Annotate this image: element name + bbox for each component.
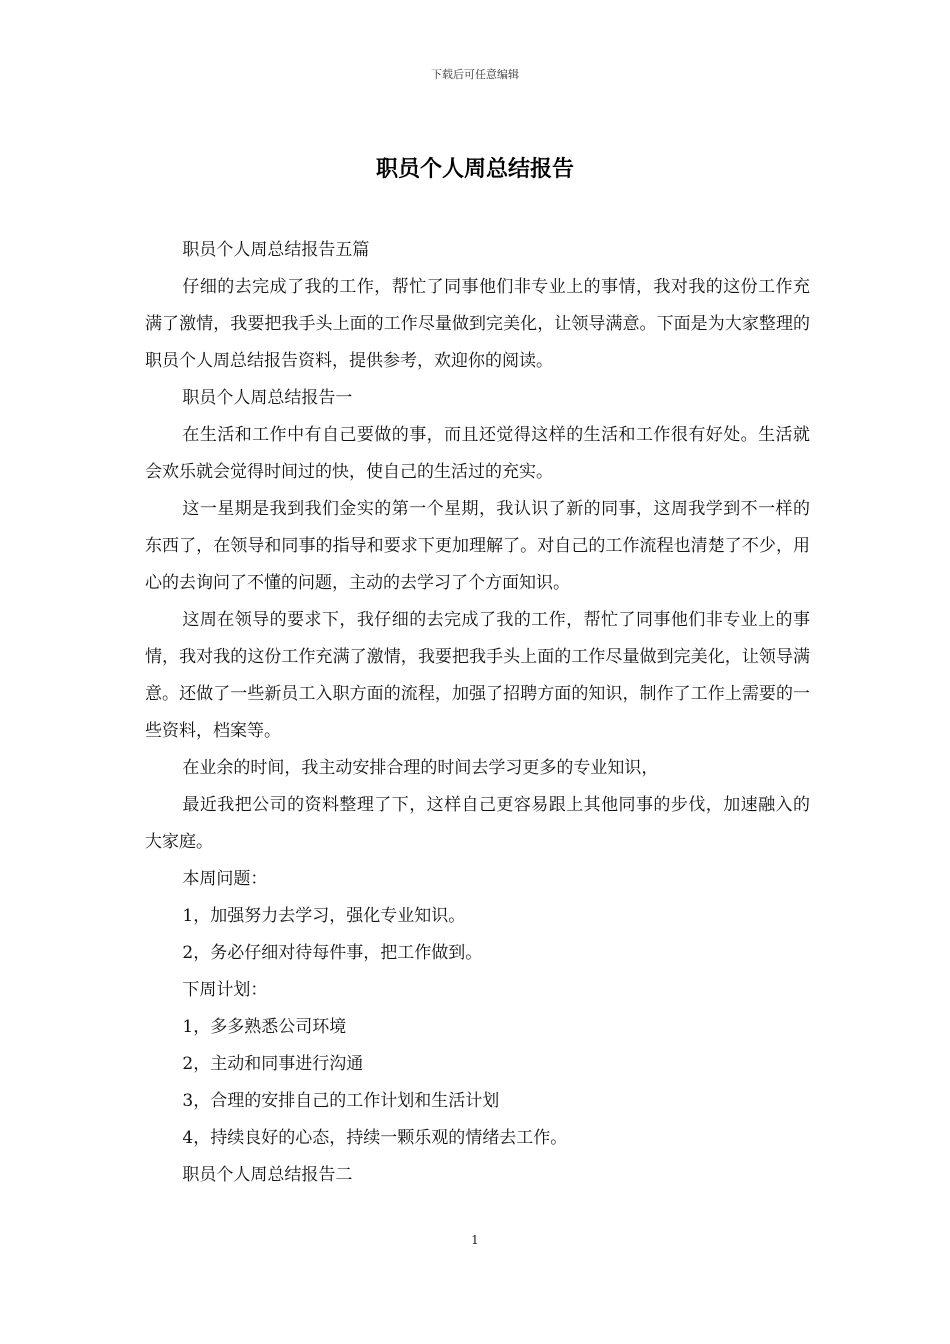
plan-item: 1，多多熟悉公司环境 xyxy=(182,1017,347,1037)
plan-item: 2，主动和同事进行沟通 xyxy=(182,1054,364,1074)
header-note: 下载后可任意编辑 xyxy=(431,68,519,81)
paragraph-intro: 仔细的去完成了我的工作，帮忙了同事他们非专业上的事情，我对我的这份工作充满了激情，我要把我手头上面的工作尽量做到完美化，让领导满意。下面是为大家整理的职员个人周总结报告资料，提供参考，欢迎你的阅读。 xyxy=(145,277,810,371)
paragraph: 这一星期是我到我们金实的第一个星期，我认识了新的同事，这周我学到不一样的东西了，在领导和同事的指导和要求下更加理解了。对自己的工作流程也清楚了不少，用心的去询问了不懂的问题，主动的去学习了个方面知识。 xyxy=(145,499,810,593)
plan-heading: 下周计划： xyxy=(182,980,268,1000)
paragraph: 这周在领导的要求下，我仔细的去完成了我的工作，帮忙了同事他们非专业上的事情，我对我的这份工作充满了激情，我要把我手头上面的工作尽量做到完美化，让领导满意。还做了一些新员工入职方面的流程，加强了招聘方面的知识，制作了工作上需要的一些资料，档案等。 xyxy=(145,610,810,741)
issue-item: 1，加强努力去学习，强化专业知识。 xyxy=(182,906,466,926)
paragraph: 最近我把公司的资料整理了下，这样自己更容易跟上其他同事的步伐，加速融入的大家庭。 xyxy=(145,795,810,852)
paragraph: 在生活和工作中有自己要做的事，而且还觉得这样的生活和工作很有好处。生活就会欢乐就会觉得时间过的快，使自己的生活过的充实。 xyxy=(145,425,810,482)
plan-item: 4，持续良好的心态，持续一颗乐观的情绪去工作。 xyxy=(182,1128,568,1148)
issue-item: 2，务必仔细对待每件事，把工作做到。 xyxy=(182,943,483,963)
paragraph: 在业余的时间，我主动安排合理的时间去学习更多的专业知识， xyxy=(182,758,659,778)
page-number: 1 xyxy=(471,1233,479,1247)
issues-heading: 本周问题： xyxy=(182,869,268,889)
plan-item: 3，合理的安排自己的工作计划和生活计划 xyxy=(182,1091,500,1111)
document-title: 职员个人周总结报告 xyxy=(375,156,574,182)
paragraph-intro-heading: 职员个人周总结报告五篇 xyxy=(182,240,370,260)
document-body xyxy=(145,232,810,1194)
section-heading-one: 职员个人周总结报告一 xyxy=(182,388,353,408)
section-heading-two: 职员个人周总结报告二 xyxy=(182,1165,353,1185)
